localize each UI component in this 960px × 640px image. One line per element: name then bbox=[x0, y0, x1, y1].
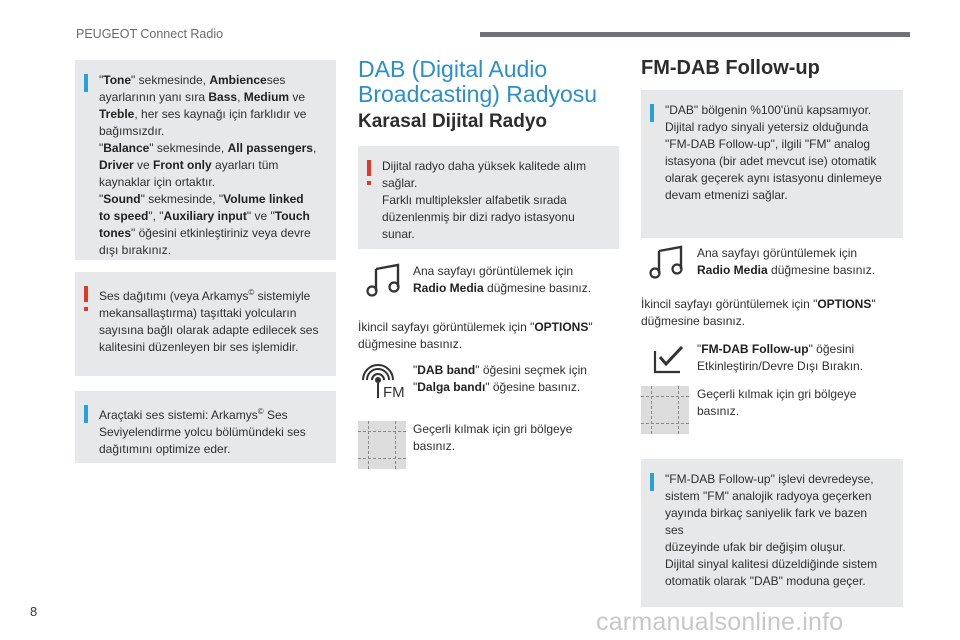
info-mark bbox=[84, 74, 88, 92]
step-select-dab-band: "DAB band" öğesini seçmek için "Dalga bandı" öğesine basınız. bbox=[413, 363, 587, 394]
music-note-icon bbox=[365, 263, 403, 297]
warning-note-sound-distribution: Ses dağıtımı (veya Arkamys© sistemiyle mekansallaştırma) taşıttaki yolcuların sayısına bağlı olarak adapte edilecek ses kalitesini düzenleyen bir ses işlemidir. bbox=[75, 272, 336, 376]
warning-note-dab-quality: Dijital radyo daha yüksek kalitede alım sağlar. Farklı multipleksler alfabetik sırada düzenlenmiş bir dizi radyo istasyonu sunar. bbox=[358, 146, 619, 249]
checkbox-check-icon bbox=[652, 343, 686, 375]
header-bar bbox=[480, 32, 910, 37]
step-open-radio-media-2: Ana sayfayı görüntülemek için Radio Media düğmesine basınız. bbox=[697, 246, 876, 277]
fm-dab-followup-heading: FM-DAB Follow-up bbox=[641, 57, 820, 79]
step-validate-grey-zone: Geçerli kılmak için gri bölgeye basınız. bbox=[413, 422, 573, 453]
step-validate-grey-zone-2: Geçerli kılmak için gri bölgeye basınız. bbox=[697, 387, 857, 418]
music-note-icon bbox=[648, 245, 686, 279]
dab-heading: DAB (Digital Audio Broadcasting) Radyosu bbox=[358, 56, 598, 107]
info-mark bbox=[84, 405, 88, 423]
info-note-followup-behaviour: "FM-DAB Follow-up" işlevi devredeyse, sistem "FM" analojik radyoya geçerken yayında birkaç saniyelik fark ve bazen ses düzeyinde ufak bir değişim oluşur. Dijital sinyal kalitesi düzeldiğinde sistem otomatik olarak "DAB" moduna geçer. bbox=[641, 459, 903, 607]
warning-mark bbox=[84, 286, 88, 302]
step-toggle-fm-dab-followup: "FM-DAB Follow-up" öğesini Etkinleştirin/Devre Dışı Bırakın. bbox=[697, 342, 864, 373]
step-open-radio-media: Ana sayfayı görüntülemek için Radio Media düğmesine basınız. bbox=[413, 264, 592, 295]
info-note-arkamys: Araçtaki ses sistemi: Arkamys© Ses Seviyelendirme yolcu bölümündeki ses dağıtımını optimize eder. bbox=[75, 391, 336, 463]
grid-validate-icon bbox=[641, 386, 689, 434]
manual-header-title: PEUGEOT Connect Radio bbox=[76, 27, 224, 41]
para-options: İkincil sayfayı görüntülemek için "OPTIONS" düğmesine basınız. bbox=[358, 320, 593, 351]
info-mark bbox=[650, 104, 654, 122]
info-mark bbox=[650, 473, 654, 491]
page-number: 8 bbox=[30, 604, 38, 619]
watermark: carmanualsonline.info bbox=[596, 608, 844, 636]
radio-fm-icon bbox=[362, 362, 406, 402]
terrestrial-digital-radio-heading: Karasal Dijital Radyo bbox=[358, 111, 548, 132]
para-options-2: İkincil sayfayı görüntülemek için "OPTIONS" düğmesine basınız. bbox=[641, 297, 876, 328]
fm-label: FM bbox=[383, 384, 405, 401]
warning-mark bbox=[367, 160, 371, 176]
info-note-tone-balance-sound: "Tone" sekmesinde, Ambienceses ayarlarının yanı sıra Bass, Medium ve Treble, her ses kaynağı için farklıdır ve bağımsızdır. "Balance" sekmesinde, All passengers, Driver ve Front only ayarları tüm kaynaklar için ortaktır. "Sound" sekmesinde, "Volume linked to speed", "Auxiliary input" ve "Touch tones" öğesini etkinleştiriniz veya devre dışı bırakınız. bbox=[75, 60, 336, 260]
info-note-dab-coverage: "DAB" bölgenin %100'ünü kapsamıyor. Dijital radyo sinyali yetersiz olduğunda "FM-DAB Follow-up", ilgili "FM" analog istasyona (bir adet mevcut ise) otomatik olarak geçerek aynı istasyonu dinlemeye devam etmenizi sağlar. bbox=[641, 90, 903, 238]
grid-validate-icon bbox=[358, 421, 406, 469]
